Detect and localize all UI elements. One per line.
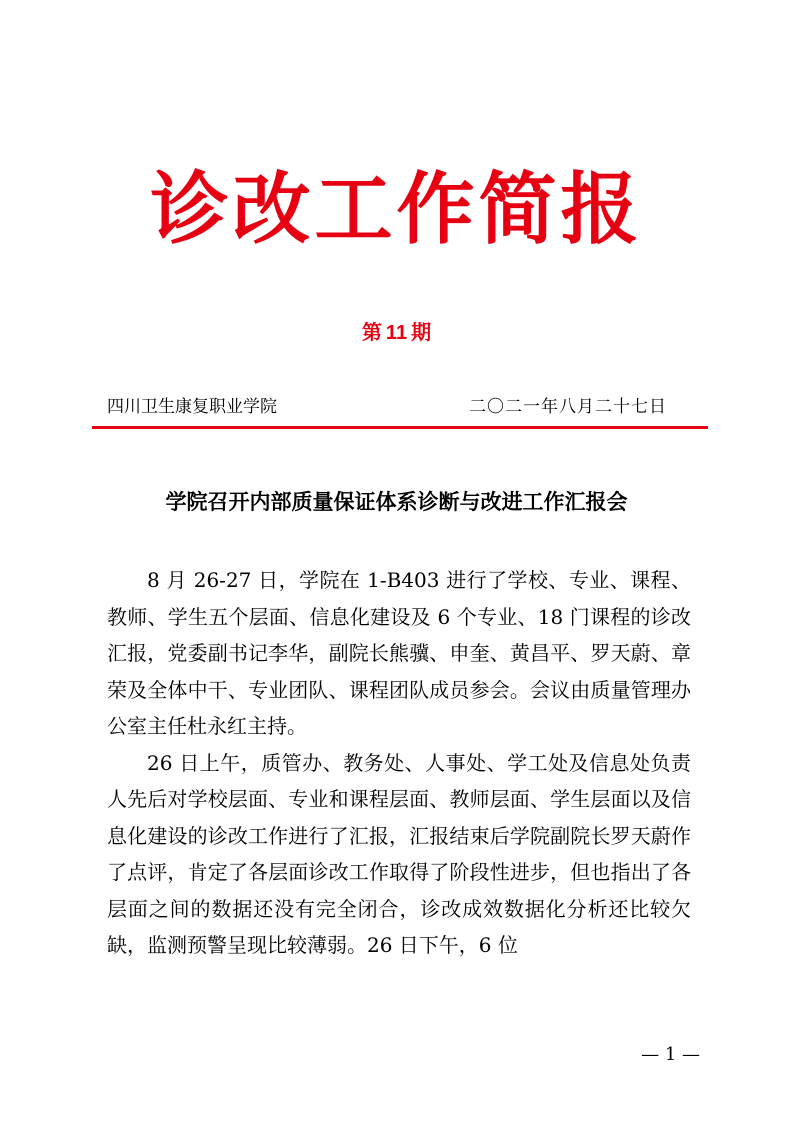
header-divider [92, 426, 708, 429]
article-body [107, 562, 691, 964]
publish-date: 二〇二一年八月二十七日 [469, 397, 667, 417]
body-paragraph-1: 8 月 26-27 日，学院在 1-B403 进行了学校、专业、课程、教师、学生五个层面、信息化建设及 6 个专业、18 门课程的诊改汇报，党委副书记李华，副院长熊骥、申奎、黄昌平、罗天蔚、章荣及全体中干、专业团队、课程团队成员参会。会议由质量管理办公室主任杜永红主持。 [107, 568, 691, 738]
issue-prefix: 第 [361, 320, 382, 344]
article-title: 学院召开内部质量保证体系诊断与改进工作汇报会 [165, 489, 628, 514]
publisher-line [107, 392, 667, 422]
issue-number [0, 316, 793, 349]
body-paragraph-2: 26 日上午，质管办、教务处、人事处、学工处及信息处负责人先后对学校层面、专业和课程层面、教师层面、学生层面以及信息化建设的诊改工作进行了汇报，汇报结束后学院副院长罗天蔚作了点评，肯定了各层面诊改工作取得了阶段性进步，但也指出了各层面之间的数据还没有完全闭合，诊改成效数据化分析还比较欠缺，监测预警呈现比较薄弱。26 日下午，6 位 [107, 750, 691, 957]
organization-name: 四川卫生康复职业学院 [107, 397, 277, 417]
page-number: — 1 — [641, 1044, 700, 1065]
masthead-title: 诊改工作简报 [150, 165, 643, 255]
issue-suffix: 期 [411, 320, 432, 344]
issue-number-value: 11 [385, 322, 408, 344]
